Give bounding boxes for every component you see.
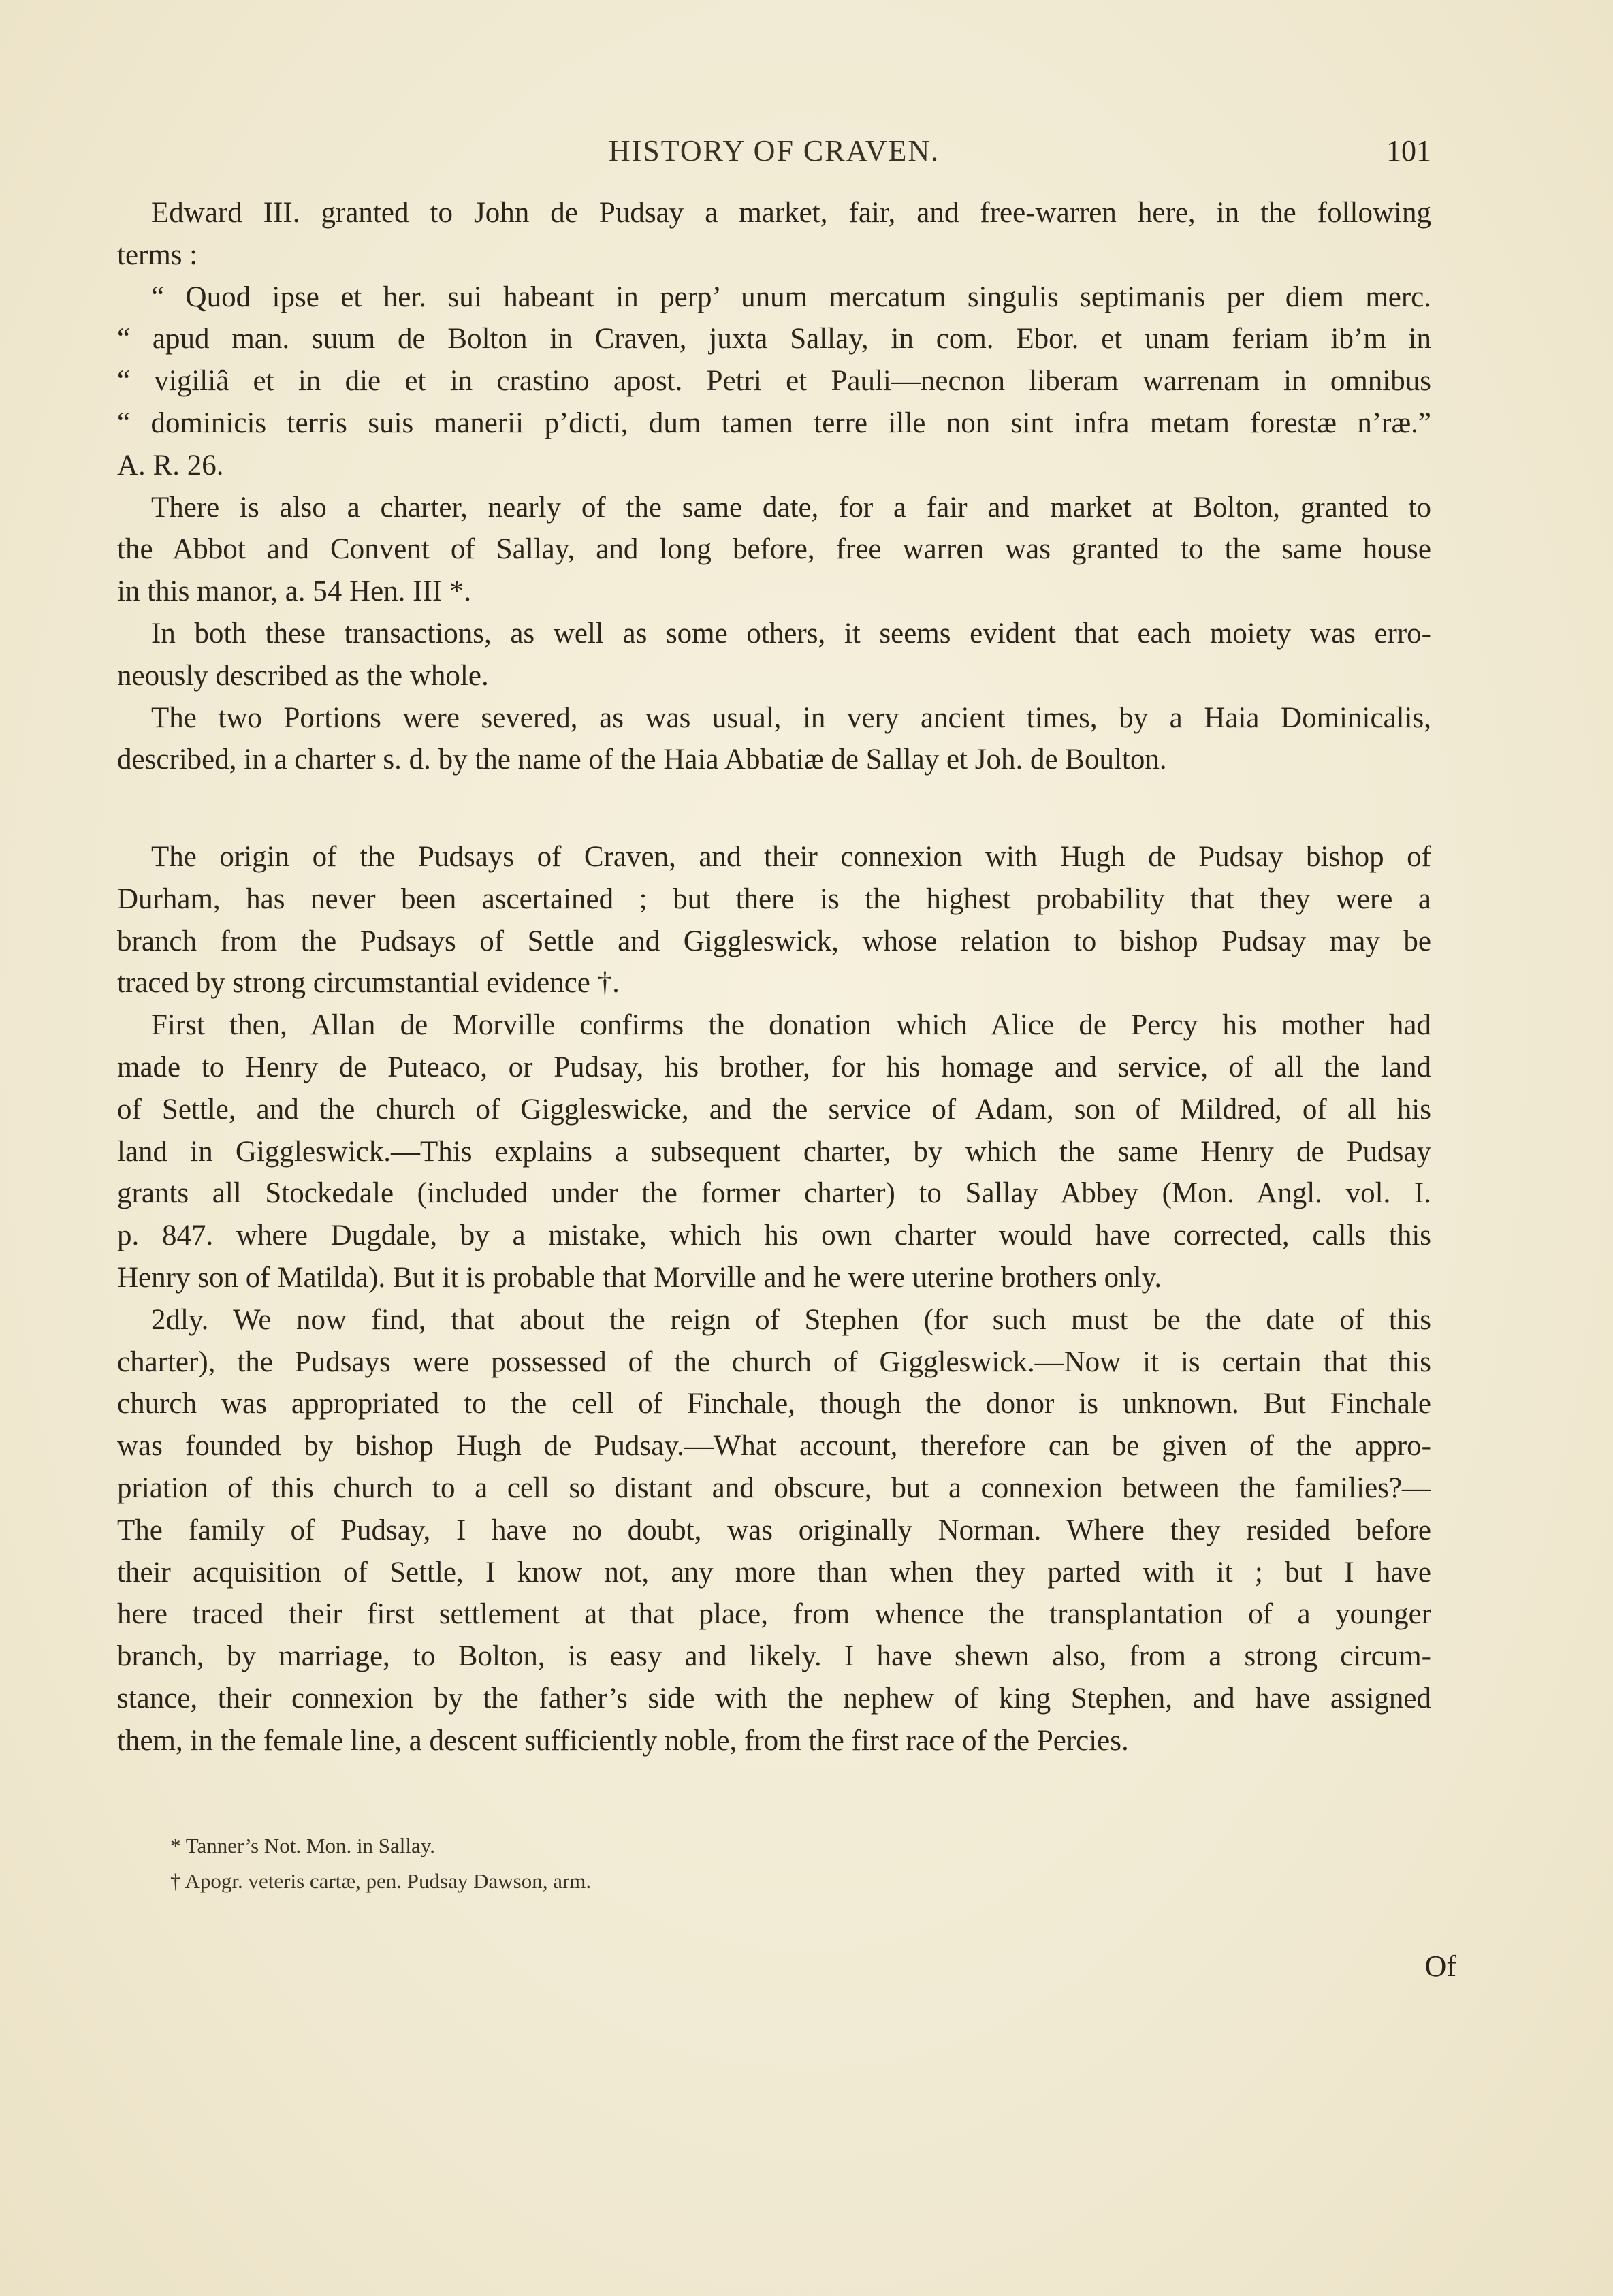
text-line: Henry son of Matilda). But it is probable that Morville and he were uterine brothers only. (117, 1261, 1162, 1294)
running-title: HISTORY OF CRAVEN. (608, 134, 940, 168)
text-line: made to Henry de Puteaco, or Pudsay, his brother, for his homage and service, of all the land (117, 1051, 1431, 1083)
text-line: In both these transactions, as well as some others, it seems evident that each moiety was erro- (151, 617, 1431, 650)
text-line: traced by strong circumstantial evidence †. (117, 967, 620, 1000)
text-line: their acquisition of Settle, I know not, any more than when they parted with it ; but I have (117, 1556, 1431, 1589)
text-line: in this manor, a. 54 Hen. III *. (117, 575, 472, 608)
page-header (117, 133, 1431, 181)
catchword: Of (1424, 1949, 1456, 1983)
text-line: here traced their first settlement at that place, from whence the transplantation of a younger (117, 1598, 1431, 1631)
text-line: The two Portions were severed, as was usual, in very ancient times, by a Haia Dominicalis, (151, 701, 1431, 734)
footnote: * Tanner’s Not. Mon. in Sallay. (170, 1834, 436, 1857)
footnote: † Apogr. veteris cartæ, pen. Pudsay Dawson, arm. (170, 1869, 592, 1893)
text-line: Edward III. granted to John de Pudsay a market, fair, and free-warren here, in the following (151, 197, 1431, 229)
text-line: of Settle, and the church of Giggleswicke, and the service of Adam, son of Mildred, of all his (117, 1093, 1431, 1126)
text-line: There is also a charter, nearly of the same date, for a fair and market at Bolton, granted to (151, 491, 1431, 524)
page-number: 101 (1386, 134, 1431, 168)
text-line: branch, by marriage, to Bolton, is easy and likely. I have shewn also, from a strong circum- (117, 1640, 1431, 1673)
text-line: the Abbot and Convent of Sallay, and long before, free warren was granted to the same house (117, 533, 1431, 566)
latin-quote-line: “ dominicis terris suis manerii p’dicti, dum tamen terre ille non sint infra metam forestæ n’ræ.” (117, 406, 1431, 439)
text-line: described, in a charter s. d. by the name of the Haia Abbatiæ de Sallay et Joh. de Boulton. (117, 744, 1167, 776)
text-line: p. 847. where Dugdale, by a mistake, which his own charter would have corrected, calls this (117, 1219, 1431, 1252)
text-line: charter), the Pudsays were possessed of the church of Giggleswick.—Now it is certain that this (117, 1345, 1431, 1378)
charter-section (117, 192, 1431, 781)
text-line: land in Giggleswick.—This explains a subsequent charter, by which the same Henry de Pudsay (117, 1135, 1431, 1168)
text-line: The family of Pudsay, I have no doubt, was originally Norman. Where they resided before (117, 1514, 1431, 1546)
text-line: neously described as the whole. (117, 659, 489, 692)
text-line: church was appropriated to the cell of Finchale, though the donor is unknown. But Finchale (117, 1388, 1431, 1420)
text-line: The origin of the Pudsays of Craven, and their connexion with Hugh de Pudsay bishop of (151, 841, 1431, 873)
text-line: First then, Allan de Morville confirms the donation which Alice de Percy his mother had (151, 1009, 1431, 1042)
footnotes (170, 1828, 1192, 1899)
text-line: priation of this church to a cell so distant and obscure, but a connexion between the families?— (117, 1471, 1431, 1504)
text-line: A. R. 26. (117, 449, 224, 481)
text-line: them, in the female line, a descent sufficiently noble, from the first race of the Percies. (117, 1724, 1129, 1757)
text-line: stance, their connexion by the father’s side with the nephew of king Stephen, and have assigned (117, 1682, 1431, 1715)
text-line: grants all Stockedale (included under the former charter) to Sallay Abbey (Mon. Angl. vol. I. (117, 1177, 1431, 1210)
text-line: branch from the Pudsays of Settle and Giggleswick, whose relation to bishop Pudsay may be (117, 925, 1431, 957)
latin-quote-line: “ Quod ipse et her. sui habeant in perp’ unum mercatum singulis septimanis per diem merc. (151, 281, 1431, 313)
text-line: terms : (117, 238, 198, 271)
text-line: Durham, has never been ascertained ; but there is the highest probability that they were a (117, 882, 1431, 915)
latin-quote-line: “ vigiliâ et in die et in crastino apost. Petri et Pauli—necnon liberam warrenam in omnibus (117, 365, 1431, 398)
text-line: 2dly. We now find, that about the reign of Stephen (for such must be the date of this (151, 1303, 1431, 1336)
text-line: was founded by bishop Hugh de Pudsay.—What account, therefore can be given of the appro- (117, 1430, 1431, 1463)
latin-quote-line: “ apud man. suum de Bolton in Craven, juxta Sallay, in com. Ebor. et unam feriam ib’m in (117, 323, 1431, 355)
pudsay-origin-section (117, 836, 1431, 1762)
